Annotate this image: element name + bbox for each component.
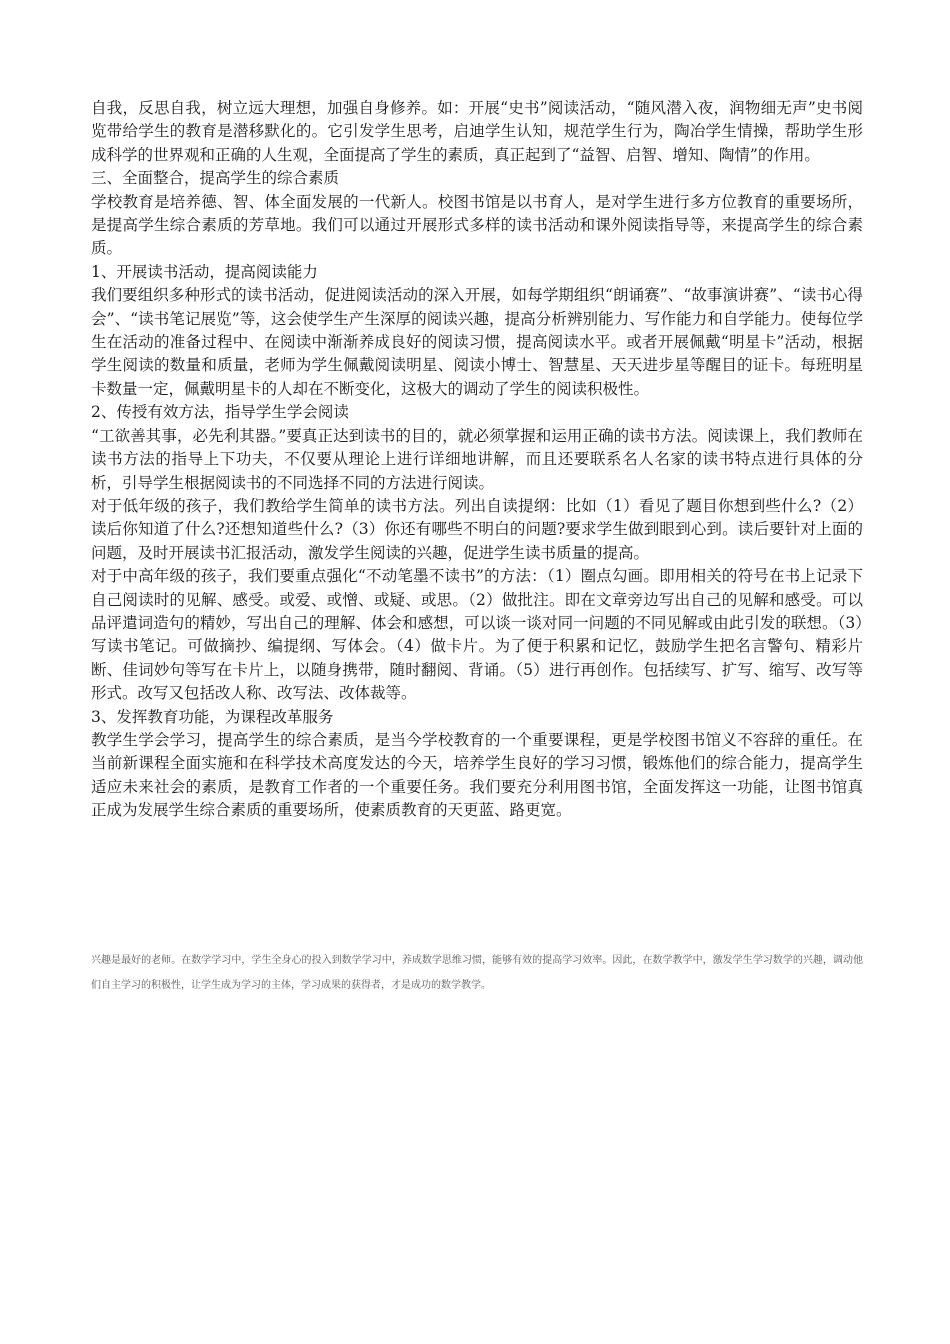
paragraph-intro: 自我，反思自我，树立远大理想，加强自身修养。如：开展“史书”阅读活动，“随风潜入夜，润物细无声”史书阅览带给学生的教育是潜移默化的。它引发学生思考，启迪学生认知，规范学生行为，陶冶学生情操，帮助学生形成科学的世界观和正确的人生观，全面提高了学生的素质，真正起到了“益智、启智、增知、陶情”的作用。: [91, 99, 863, 164]
paragraph-reading-activities: 我们要组织多种形式的读书活动，促进阅读活动的深入开展，如每学期组织“朗诵赛”、“故事演讲赛”、“读书心得会”、“读书笔记展览”等，这会使学生产生深厚的阅读兴趣，提高分析辨别能力、写作能力和自学能力。使每位学生在活动的准备过程中、在阅读中渐渐养成良好的阅读习惯，提高阅读水平。或者开展佩戴“明星卡”活动，根据学生阅读的数量和质量，老师为学生佩戴阅读明星、阅读小博士、智慧星、天天进步星等醒目的证卡。每班明星卡数量一定，佩戴明星卡的人却在不断变化，这极大的调动了学生的阅读积极性。: [91, 286, 863, 398]
paragraph-curriculum-reform: 教学生学会学习，提高学生的综合素质，是当今学校教育的一个重要课程，更是学校图书馆义不容辞的重任。在当前新课程全面实施和在科学技术高度发达的今天，培养学生良好的学习习惯，锻炼他们的综合能力，提高学生适应未来社会的素质，是教育工作者的一个重要任务。我们要充分利用图书馆，全面发挥这一功能，让图书馆真正成为发展学生综合素质的重要场所，使素质教育的天更蓝、路更宽。: [91, 730, 863, 820]
subheading-3: 3、发挥教育功能，为课程改革服务: [91, 707, 334, 726]
paragraph-reading-methods: “工欲善其事，必先利其器。”要真正达到读书的目的，就必须掌握和运用正确的读书方法。阅读课上，我们教师在读书方法的指导上下功夫，不仅要从理论上进行详细地讲解，而且还要联系名人名家的读书特点进行具体的分析，引导学生根据阅读书的不同选择不同的方法进行阅读。: [91, 426, 863, 492]
footnote-text: 兴趣是最好的老师。在数学学习中，学生全身心的投入到数学学习中，养成数学思维习惯，能够有效的提高学习效率。因此，在数学教学中，激发学生学习数学的兴趣，调动他们自主学习的积极性，让学生成为学习的主体，学习成果的获得者，才是成功的数学教学。: [91, 955, 863, 991]
paragraph-lower-grades: 对于低年级的孩子，我们教给学生简单的读书方法。列出自读提纲：比如（1）看见了题目你想到些什么?（2）读后你知道了什么?还想知道些什么?（3）你还有哪些不明白的问题?要求学生做到眼到心到。读后要针对上面的问题，及时开展读书汇报活动，激发学生阅读的兴趣，促进学生读书质量的提高。: [91, 496, 863, 562]
section-heading-3: 三、全面整合，提高学生的综合素质: [91, 169, 340, 188]
paragraph-upper-grades: 对于中高年级的孩子，我们要重点强化“不动笔墨不读书”的方法：（1）圈点勾画。即用相关的符号在书上记录下自己阅读时的见解、感受。或爱、或憎、或疑、或思。（2）做批注。即在文章旁边写出自己的见解和感受。可以品评遣词造句的精妙，写出自己的理解、体会和感想，可以谈一谈对同一问题的不同见解或由此引发的联想。（3）写读书笔记。可做摘抄、编提纲、写体会。（4）做卡片。为了便于积累和记忆，鼓励学生把名言警句、精彩片断、佳词妙句等写在卡片上，以随身携带，随时翻阅、背诵。（5）进行再创作。包括续写、扩写、缩写、改写等形式。改写又包括改人称、改写法、改体裁等。: [91, 567, 863, 703]
subheading-1: 1、开展读书活动，提高阅读能力: [91, 262, 318, 281]
document-body: [91, 97, 863, 823]
subheading-2: 2、传授有效方法，指导学生学会阅读: [91, 403, 349, 422]
paragraph-section-3: 学校教育是培养德、智、体全面发展的一代新人。校图书馆是以书育人，是对学生进行多方位教育的重要场所，是提高学生综合素质的芳草地。我们可以通过开展形式多样的读书活动和课外阅读指导等，来提高学生的综合素质。: [91, 192, 863, 258]
